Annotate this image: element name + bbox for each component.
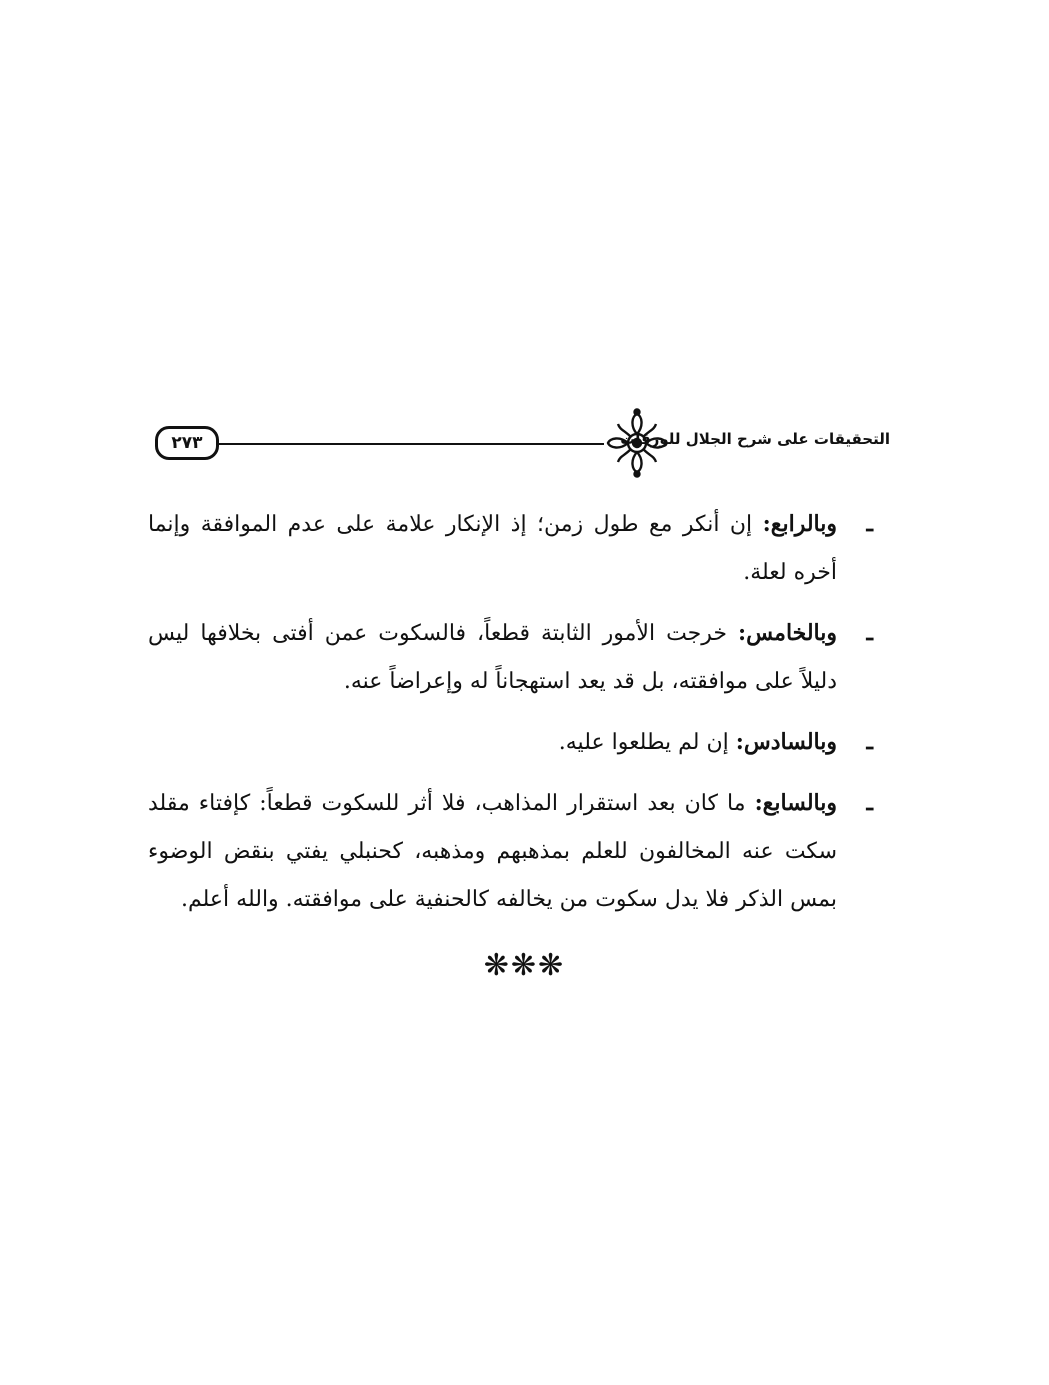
item-text: ما كان بعد استقرار المذاهب، فلا أثر للسكوت قطعاً: كإفتاء مقلد سكت عنه المخالفون للعلم بمذهبهم ومذهبه، كحنبلي يفتي بنقض الوضوء بمس الذكر فلا يدل سكوت من يخالفه كالحنفية على موافقته. والله أعلم.	[148, 791, 838, 912]
item-text: خرجت الأمور الثابتة قطعاً، فالسكوت عمن أفتى بخلافها ليس دليلاً على موافقته، بل قد يعد استهجاناً له وإعراضاً عنه.	[148, 621, 837, 694]
item-dash: ـ	[866, 729, 873, 755]
header-rule	[219, 443, 604, 445]
list-item	[148, 609, 873, 706]
item-dash: ـ	[866, 511, 873, 537]
list-item	[148, 779, 873, 924]
item-text: إن أنكر مع طول زمن؛ إذ الإنكار علامة على عدم الموافقة وإنما أخره لعلة.	[148, 512, 837, 585]
running-title: التحقيقات على شرح الجلال للورقات	[620, 430, 890, 448]
item-dash: ـ	[866, 620, 873, 646]
body-text	[148, 500, 873, 936]
list-item	[148, 500, 873, 597]
item-lead: وبالسابع:	[754, 790, 837, 816]
item-lead: وبالخامس:	[737, 620, 837, 646]
list-item	[148, 718, 873, 767]
page-number-badge: ٢٧٣	[155, 426, 219, 460]
item-text: إن لم يطلعوا عليه.	[558, 730, 736, 755]
item-lead: وبالرابع:	[762, 511, 837, 537]
item-lead: وبالسادس:	[735, 729, 837, 755]
section-separator: ❋❋❋	[483, 948, 566, 983]
item-dash: ـ	[866, 790, 873, 816]
running-header	[150, 408, 890, 478]
